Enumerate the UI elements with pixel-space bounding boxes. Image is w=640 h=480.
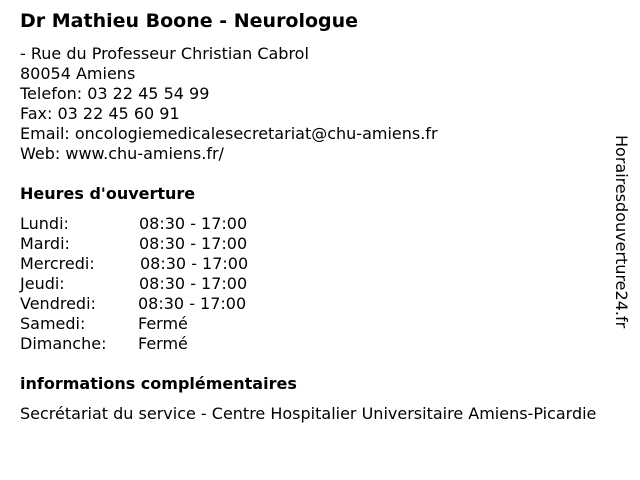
hours-row-wednesday: [20, 254, 320, 274]
city: 80054 Amiens: [20, 64, 136, 83]
hours-row-friday: [20, 294, 320, 314]
hours-row-sunday: [20, 334, 320, 354]
time-value: 08:30 - 17:00: [139, 274, 248, 293]
fax-number: Fax: 03 22 45 60 91: [20, 104, 180, 123]
time-value: 08:30 - 17:00: [138, 294, 247, 313]
hours-row-saturday: [20, 314, 320, 334]
day-label: Mercredi:: [20, 254, 95, 273]
email-address: Email: oncologiemedicalesecretariat@chu-amiens.fr: [20, 124, 438, 143]
time-value: 08:30 - 17:00: [140, 254, 249, 273]
time-value: Fermé: [138, 314, 188, 333]
day-label: Dimanche:: [20, 334, 107, 353]
site-watermark: Horairesdouverture24.fr: [612, 135, 631, 329]
page-title: Dr Mathieu Boone - Neurologue: [20, 10, 359, 32]
street-address: - Rue du Professeur Christian Cabrol: [20, 44, 309, 63]
hours-row-monday: [20, 214, 320, 234]
contact-block: [20, 44, 438, 164]
day-label: Vendredi:: [20, 294, 96, 313]
hours-table: [20, 214, 320, 354]
day-label: Samedi:: [20, 314, 86, 333]
day-label: Mardi:: [20, 234, 70, 253]
hours-row-tuesday: [20, 234, 320, 254]
website: Web: www.chu-amiens.fr/: [20, 144, 224, 163]
extra-info-text: Secrétariat du service - Centre Hospitalier Universitaire Amiens-Picardie: [20, 404, 597, 423]
time-value: 08:30 - 17:00: [139, 234, 248, 253]
extra-info-heading: informations complémentaires: [20, 374, 297, 393]
hours-heading: Heures d'ouverture: [20, 184, 196, 203]
time-value: 08:30 - 17:00: [139, 214, 248, 233]
time-value: Fermé: [138, 334, 188, 353]
day-label: Jeudi:: [20, 274, 65, 293]
day-label: Lundi:: [20, 214, 69, 233]
phone-number: Telefon: 03 22 45 54 99: [20, 84, 210, 103]
hours-row-thursday: [20, 274, 320, 294]
